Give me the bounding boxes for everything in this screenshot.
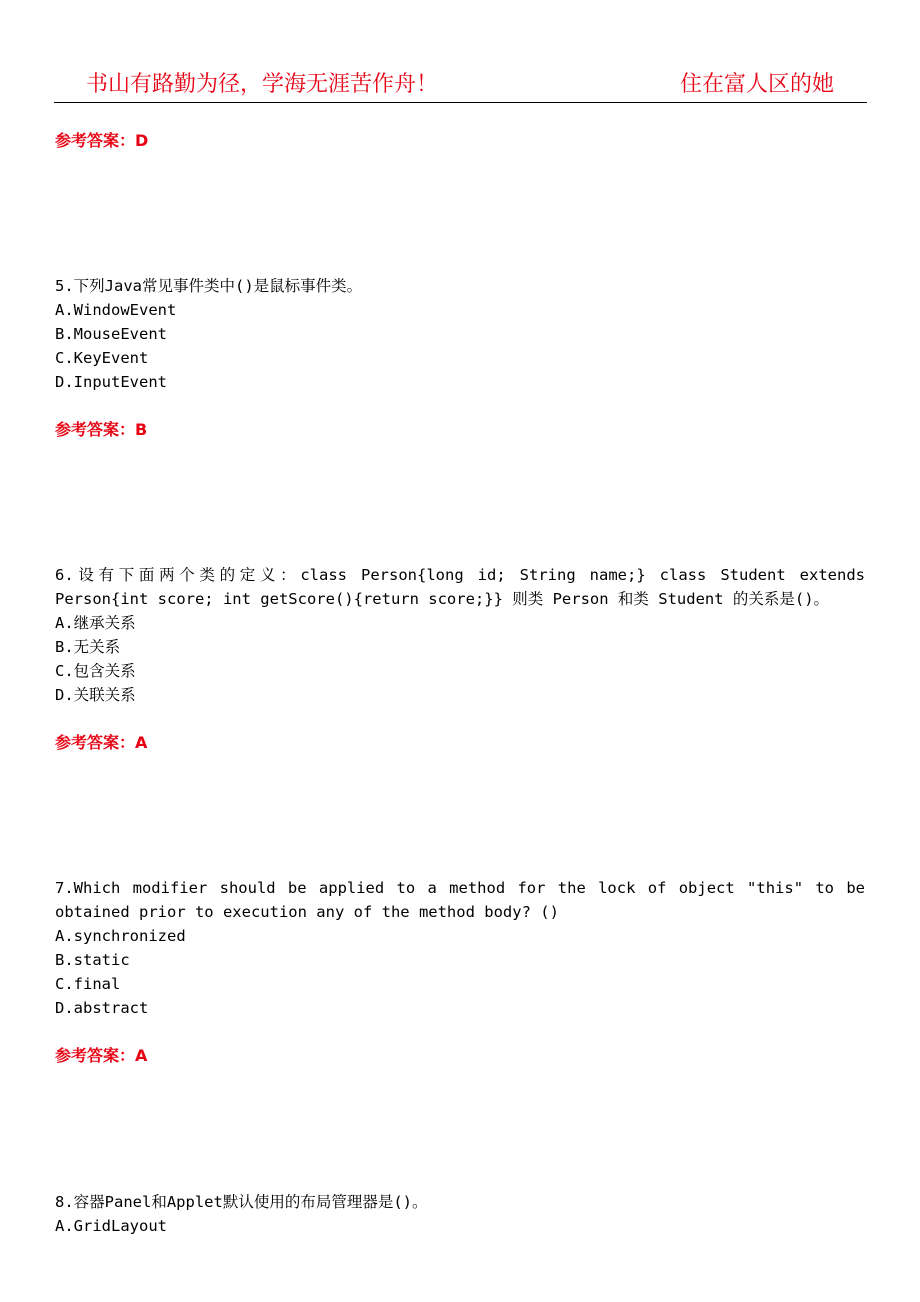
question-6-option-c: C.包含关系 [55, 662, 136, 680]
question-6-text: 6.设有下面两个类的定义：class Person{long id; String name;} class Student extends Person{int score; int getScore(){return score;}} 则类 Person 和类 Student 的关系是()。 [55, 566, 865, 608]
question-5-text: 5.下列Java常见事件类中()是鼠标事件类。 [55, 277, 363, 295]
question-7 [55, 876, 865, 1020]
header-motto: 书山有路勤为径，学海无涯苦作舟！ [86, 72, 439, 97]
answer-q6: 参考答案：A [55, 733, 148, 752]
answer-q4: 参考答案：D [55, 131, 149, 150]
question-6 [55, 563, 865, 707]
answer-q7: 参考答案：A [55, 1046, 148, 1065]
header-divider [54, 102, 867, 103]
question-7-option-b: B.static [55, 951, 130, 969]
question-5-option-c: C.KeyEvent [55, 349, 149, 367]
question-5-option-a: A.WindowEvent [55, 301, 177, 319]
question-7-text: 7.Which modifier should be applied to a method for the lock of object "this" to be obtained prior to execution any of the method body? () [55, 879, 865, 921]
question-8-text: 8.容器Panel和Applet默认使用的布局管理器是()。 [55, 1193, 428, 1211]
header-author: 住在富人区的她 [679, 72, 834, 97]
question-8-option-a: A.GridLayout [55, 1217, 167, 1235]
answer-q5: 参考答案：B [55, 420, 148, 439]
question-7-option-c: C.final [55, 975, 121, 993]
question-6-option-b: B.无关系 [55, 638, 121, 656]
question-7-option-a: A.synchronized [55, 927, 186, 945]
question-5 [55, 274, 865, 394]
question-6-option-d: D.关联关系 [55, 686, 136, 704]
question-8 [55, 1190, 865, 1238]
question-6-option-a: A.继承关系 [55, 614, 136, 632]
question-7-option-d: D.abstract [55, 999, 149, 1017]
question-5-option-d: D.InputEvent [55, 373, 167, 391]
question-5-option-b: B.MouseEvent [55, 325, 167, 343]
